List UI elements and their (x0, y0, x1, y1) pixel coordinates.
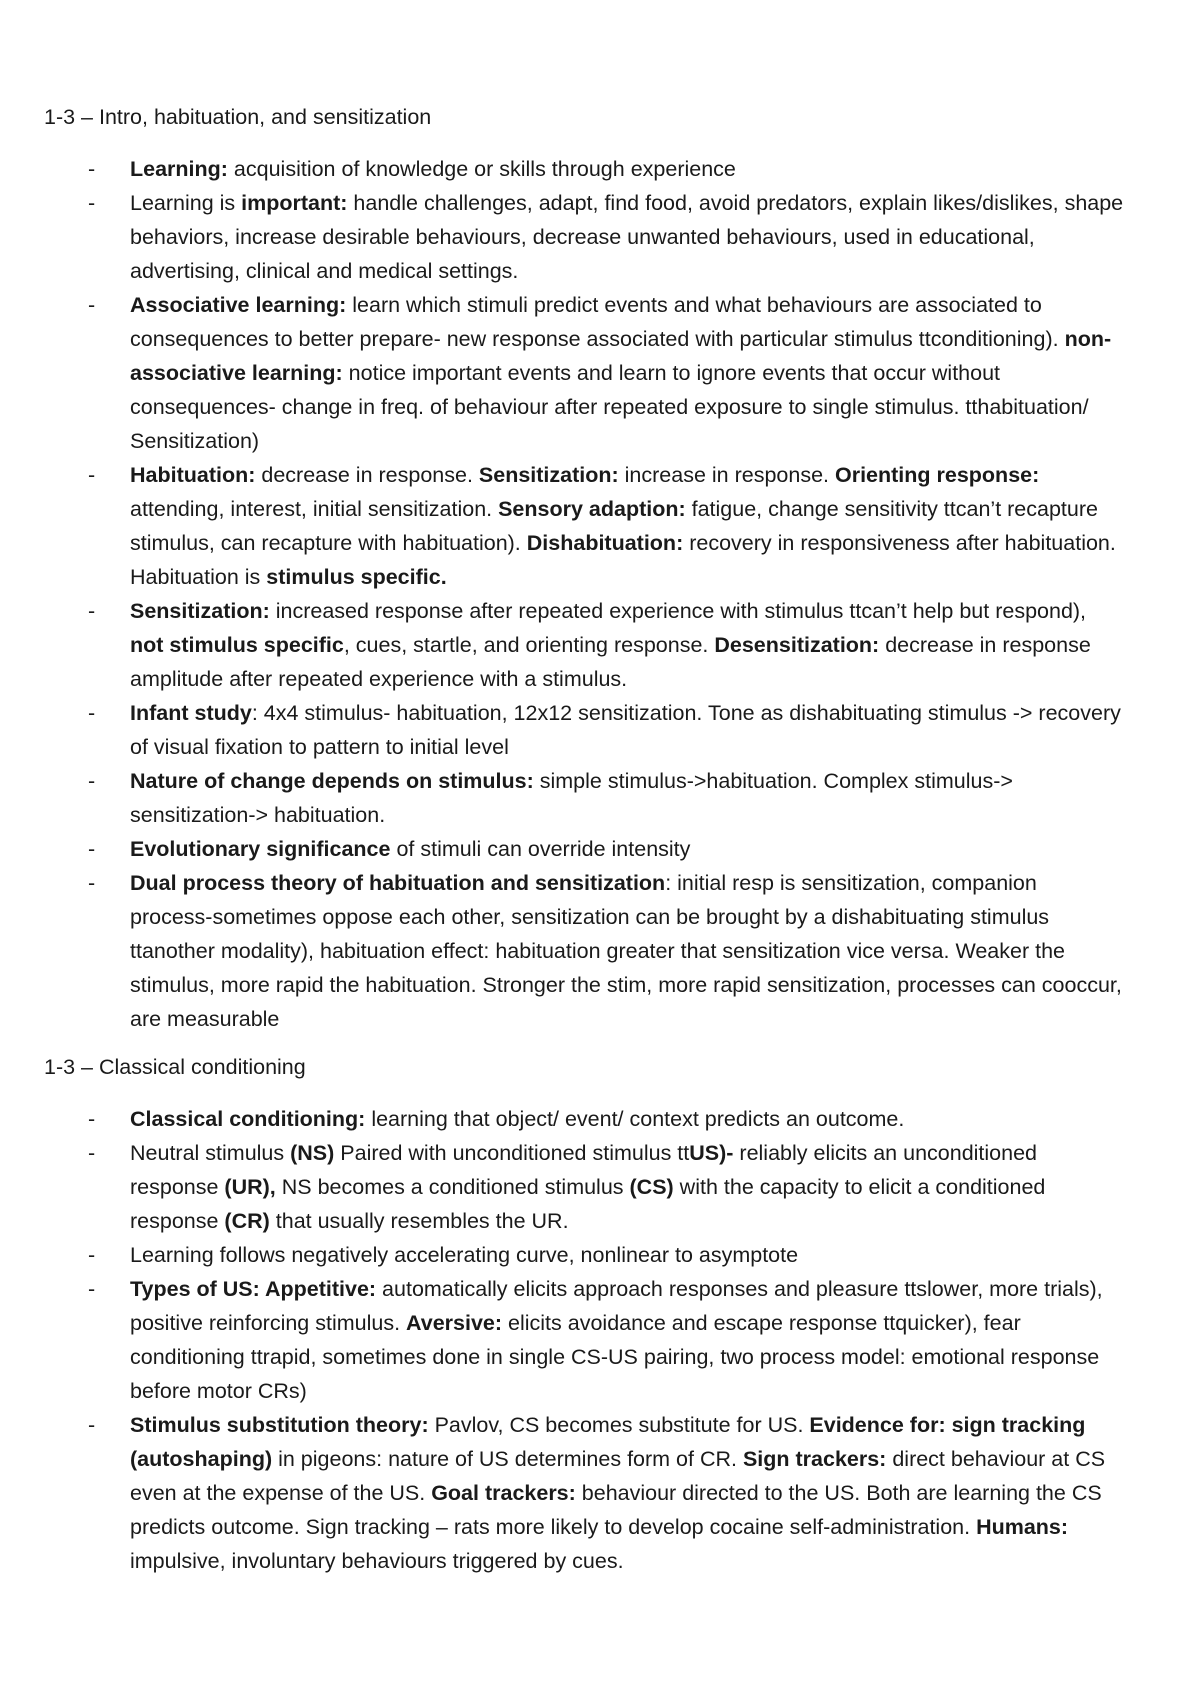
text-run: , cues, startle, and orienting response. (343, 633, 715, 657)
text-run: automatically elicits approach responses and pleasure ttslower, more trials), positive reinforcing stimulus. (130, 1277, 1103, 1335)
text-run: recovery in responsiveness after habituation. Habituation is (130, 531, 1116, 589)
bold-term: Habituation: (130, 463, 256, 487)
text-run: : 4x4 stimulus- habituation, 12x12 sensitization. Tone as dishabituating stimulus -> recovery of visual fixation to pattern to initial level (130, 701, 1121, 759)
text-run: increase in response. (618, 463, 835, 487)
text-run: Learning follows negatively accelerating curve, nonlinear to asymptote (130, 1243, 799, 1267)
section-heading: 1-3 – Intro, habituation, and sensitization (44, 105, 432, 129)
text-run: behaviour directed to the US. Both are learning the CS predicts outcome. Sign tracking – rats more likely to develop cocaine self-administration. (130, 1481, 1102, 1539)
text-run: that usually resembles the UR. (269, 1209, 569, 1233)
section-heading: 1-3 – Classical conditioning (44, 1055, 306, 1079)
bold-term: (NS) (290, 1141, 335, 1165)
bullet-item (0, 832, 1200, 866)
bold-term: (UR), (224, 1175, 276, 1199)
bullet-item (0, 866, 1200, 1036)
text-run: : initial resp is sensitization, companion process-sometimes oppose each other, sensitization can be brought by a dishabituating stimulus ttanother modality), habituation effect: habituation greater that sensitization vice versa. Weaker the stimulus, more rapid the habituation. Stronger the stim, more rapid sensitization, processes can cooccur, are measurable (130, 871, 1122, 1031)
bold-term: Dual process theory of habituation and sensitization (130, 871, 666, 895)
bold-term: Sign trackers: (742, 1447, 887, 1471)
bold-term: (CR) (224, 1209, 270, 1233)
bullet-list (0, 1102, 1200, 1578)
bold-term: US)- (689, 1141, 734, 1165)
bold-term: Humans: (976, 1515, 1069, 1539)
bold-term: Goal trackers: (431, 1481, 576, 1505)
bold-term: Dishabituation: (526, 531, 684, 555)
bold-term: Infant study (130, 701, 252, 725)
text-run: with the capacity to elicit a conditioned response (130, 1175, 1046, 1233)
bold-term: Types of US: Appetitive: (130, 1277, 377, 1301)
bullet-item (0, 458, 1200, 594)
bullet-item (0, 1408, 1200, 1578)
bold-term: not stimulus specific (130, 633, 344, 657)
text-run: attending, interest, initial sensitization. (130, 497, 499, 521)
text-run: elicits avoidance and escape response ttquicker), fear conditioning ttrapid, sometimes done in single CS-US pairing, two process model: emotional response before motor CRs) (130, 1311, 1100, 1403)
text-run: in pigeons: nature of US determines form of CR. (272, 1447, 743, 1471)
bullet-item (0, 152, 1200, 186)
text-run: Paired with unconditioned stimulus tt (334, 1141, 690, 1165)
text-run: of stimuli can override intensity (390, 837, 691, 861)
text-run: Pavlov, CS becomes substitute for US. (428, 1413, 810, 1437)
bold-term: important: (241, 191, 348, 215)
text-run: decrease in response amplitude after repeated experience with a stimulus. (130, 633, 1091, 691)
bullet-item (0, 1238, 1200, 1272)
bold-term: (CS) (629, 1175, 674, 1199)
bold-term: Desensitization: (714, 633, 880, 657)
text-run: reliably elicits an unconditioned response (130, 1141, 1038, 1199)
bold-term: Aversive: (406, 1311, 503, 1335)
bold-term: Orienting response: (834, 463, 1040, 487)
bold-term: Evolutionary significance (130, 837, 391, 861)
bullet-item (0, 594, 1200, 696)
bullet-item (0, 1102, 1200, 1136)
bullet-item (0, 696, 1200, 764)
bold-term: Sensitization: (130, 599, 270, 623)
text-run: acquisition of knowledge or skills through experience (227, 157, 736, 181)
bold-term: Associative learning: (130, 293, 347, 317)
bold-term: Sensitization: (478, 463, 619, 487)
text-run: notice important events and learn to ignore events that occur without consequences- change in freq. of behaviour after repeated exposure to single stimulus. tthabituation/ Sensitization) (130, 361, 1089, 453)
bold-term: Evidence for: sign tracking (autoshaping) (130, 1413, 1086, 1471)
bold-term: Nature of change depends on stimulus: (130, 769, 534, 793)
bullet-item (0, 1272, 1200, 1408)
bullet-item (0, 1136, 1200, 1238)
bullet-item (0, 288, 1200, 458)
bullet-item (0, 186, 1200, 288)
text-run: simple stimulus->habituation. Complex stimulus-> sensitization-> habituation. (130, 769, 1013, 827)
section-classical-conditioning (0, 1050, 1200, 1578)
text-run: learn which stimuli predict events and what behaviours are associated to consequences to better prepare- new response associated with particular stimulus ttconditioning). (130, 293, 1065, 351)
bold-term: stimulus specific. (266, 565, 447, 589)
bullet-item (0, 764, 1200, 832)
bold-term: Classical conditioning: (130, 1107, 366, 1131)
text-run: fatigue, change sensitivity ttcan’t recapture stimulus, can recapture with habituation). (130, 497, 1098, 555)
bold-term: non-associative learning: (130, 327, 1112, 385)
text-run: NS becomes a conditioned stimulus (275, 1175, 630, 1199)
section-habituation (0, 100, 1200, 1036)
text-run: increased response after repeated experience with stimulus ttcan’t help but respond), (269, 599, 1087, 623)
text-run: handle challenges, adapt, find food, avoid predators, explain likes/dislikes, shape behaviors, increase desirable behaviours, decrease unwanted behaviours, used in educational, advertising, clinical and medical settings. (130, 191, 1124, 283)
text-run: decrease in response. (255, 463, 479, 487)
text-run: impulsive, involuntary behaviours triggered by cues. (130, 1549, 624, 1573)
text-run: Neutral stimulus (130, 1141, 291, 1165)
bold-term: Sensory adaption: (498, 497, 686, 521)
text-run: Learning is (130, 191, 242, 215)
bold-term: Stimulus substitution theory: (130, 1413, 429, 1437)
text-run: learning that object/ event/ context predicts an outcome. (365, 1107, 905, 1131)
bold-term: Learning: (130, 157, 228, 181)
bullet-list (0, 152, 1200, 1036)
text-run: direct behaviour at CS even at the expense of the US. (130, 1447, 1106, 1505)
